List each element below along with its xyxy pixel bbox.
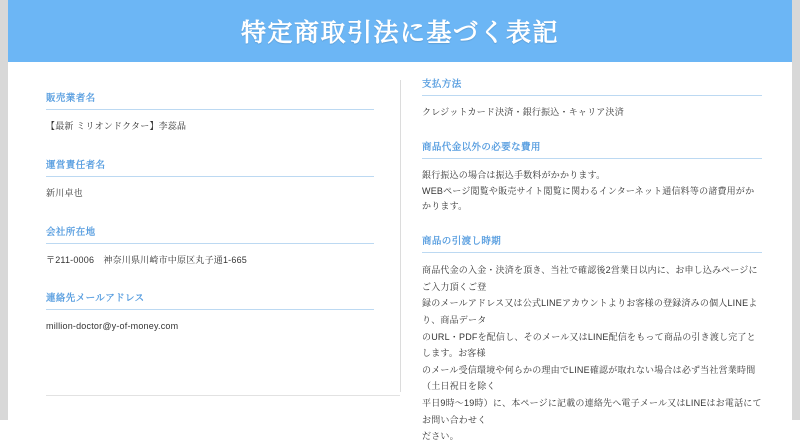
document-content bbox=[8, 0, 792, 442]
text-line: 平日9時〜19時）に、本ページに記載の連絡先へ電子メール又はLINEはお電話にてお問い合わせく bbox=[422, 398, 762, 425]
field-value bbox=[46, 253, 374, 269]
field-label: 販売業者名 bbox=[46, 90, 374, 110]
text-line: 銀行振込の場合は振込手数料がかかります。 bbox=[422, 169, 606, 180]
field-value bbox=[422, 262, 762, 445]
field-additional-fees bbox=[422, 139, 762, 215]
field-label: 商品代金以外の必要な費用 bbox=[422, 139, 762, 159]
text-line: 商品代金の入金・決済を頂き、当社で確認後2営業日以内に、お申し込みページにご入力頂くご登 bbox=[422, 265, 758, 292]
field-value bbox=[46, 119, 374, 135]
text-line: WEBページ閲覧や販売サイト閲覧に関わるインターネット通信料等の諸費用がかかります。 bbox=[422, 185, 755, 212]
field-value bbox=[422, 168, 762, 215]
field-label: 支払方法 bbox=[422, 76, 762, 96]
bottom-rule bbox=[46, 395, 400, 396]
text-line: のURL・PDFを配信し、そのメール又はLINE配信をもって商品の引き渡し完了とします。お客様 bbox=[422, 331, 756, 359]
field-label: 商品の引渡し時期 bbox=[422, 233, 762, 253]
field-value bbox=[422, 105, 762, 121]
field-delivery-time bbox=[422, 233, 762, 445]
document-body bbox=[8, 62, 792, 442]
field-label: 運営責任者名 bbox=[46, 157, 374, 177]
right-side-band bbox=[792, 0, 800, 420]
field-label: 会社所在地 bbox=[46, 224, 374, 244]
email-text[interactable]: million-doctor@y-of-money.com bbox=[46, 321, 179, 332]
field-contact-email bbox=[46, 290, 374, 335]
text-line: クレジットカード決済・銀行振込・キャリア決済 bbox=[422, 107, 624, 117]
field-company-address bbox=[46, 224, 374, 269]
text-line: のメール受信環境や何らかの理由でLINE確認が取れない場合は必ず当社営業時間（土日祝日を除く bbox=[422, 364, 756, 392]
field-seller-name bbox=[46, 90, 374, 135]
page-header bbox=[8, 0, 792, 62]
field-label: 連絡先メールアドレス bbox=[46, 290, 374, 310]
text-line: ださい。 bbox=[422, 431, 459, 442]
left-column bbox=[8, 62, 400, 420]
field-payment-method bbox=[422, 76, 762, 121]
field-manager-name bbox=[46, 157, 374, 202]
field-value bbox=[46, 319, 374, 335]
text-line: 〒211-0006 神奈川県川崎市中原区丸子通1-665 bbox=[46, 254, 247, 265]
left-side-band bbox=[0, 0, 8, 420]
text-line: 録のメールアドレス又は公式LINEアカウントよりお客様の登録済みの個人LINEより、商品データ bbox=[422, 298, 758, 325]
field-value bbox=[46, 186, 374, 202]
right-column bbox=[400, 62, 792, 442]
text-line: 【最新 ミリオンドクター】李蕊晶 bbox=[46, 121, 187, 131]
text-line: 新川卓也 bbox=[46, 187, 83, 198]
page-title: 特定商取引法に基づく表記 bbox=[240, 19, 559, 47]
